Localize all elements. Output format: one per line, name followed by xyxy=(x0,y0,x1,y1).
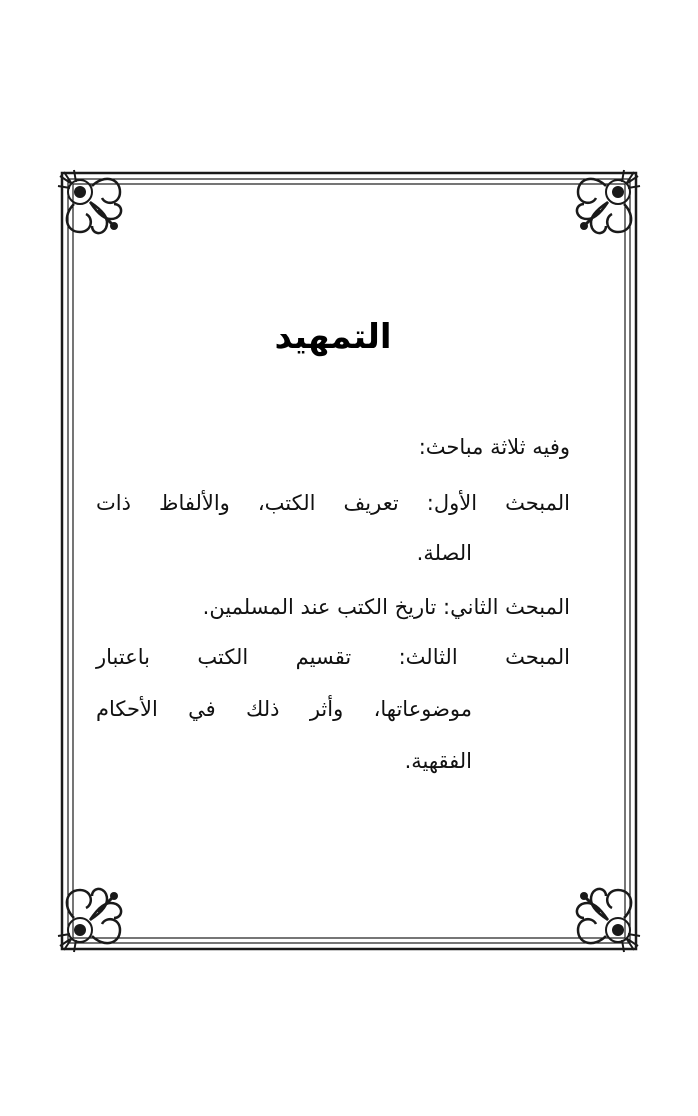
topic-3-line-3: الفقهية. xyxy=(404,749,472,773)
topic-1-line-1: المبحث الأول: تعريف الكتب، والألفاظ ذات xyxy=(96,491,570,515)
chapter-title: التمهيد xyxy=(274,317,392,357)
topic-2-line-1: المبحث الثاني: تاريخ الكتب عند المسلمين. xyxy=(202,595,570,619)
topic-3-line-1: المبحث الثالث: تقسيم الكتب باعتبار xyxy=(96,645,570,669)
topic-1-line-2: الصلة. xyxy=(416,541,472,565)
topic-3-line-2: موضوعاتها، وأثر ذلك في الأحكام xyxy=(96,697,472,721)
intro-line: وفيه ثلاثة مباحث: xyxy=(418,435,570,459)
